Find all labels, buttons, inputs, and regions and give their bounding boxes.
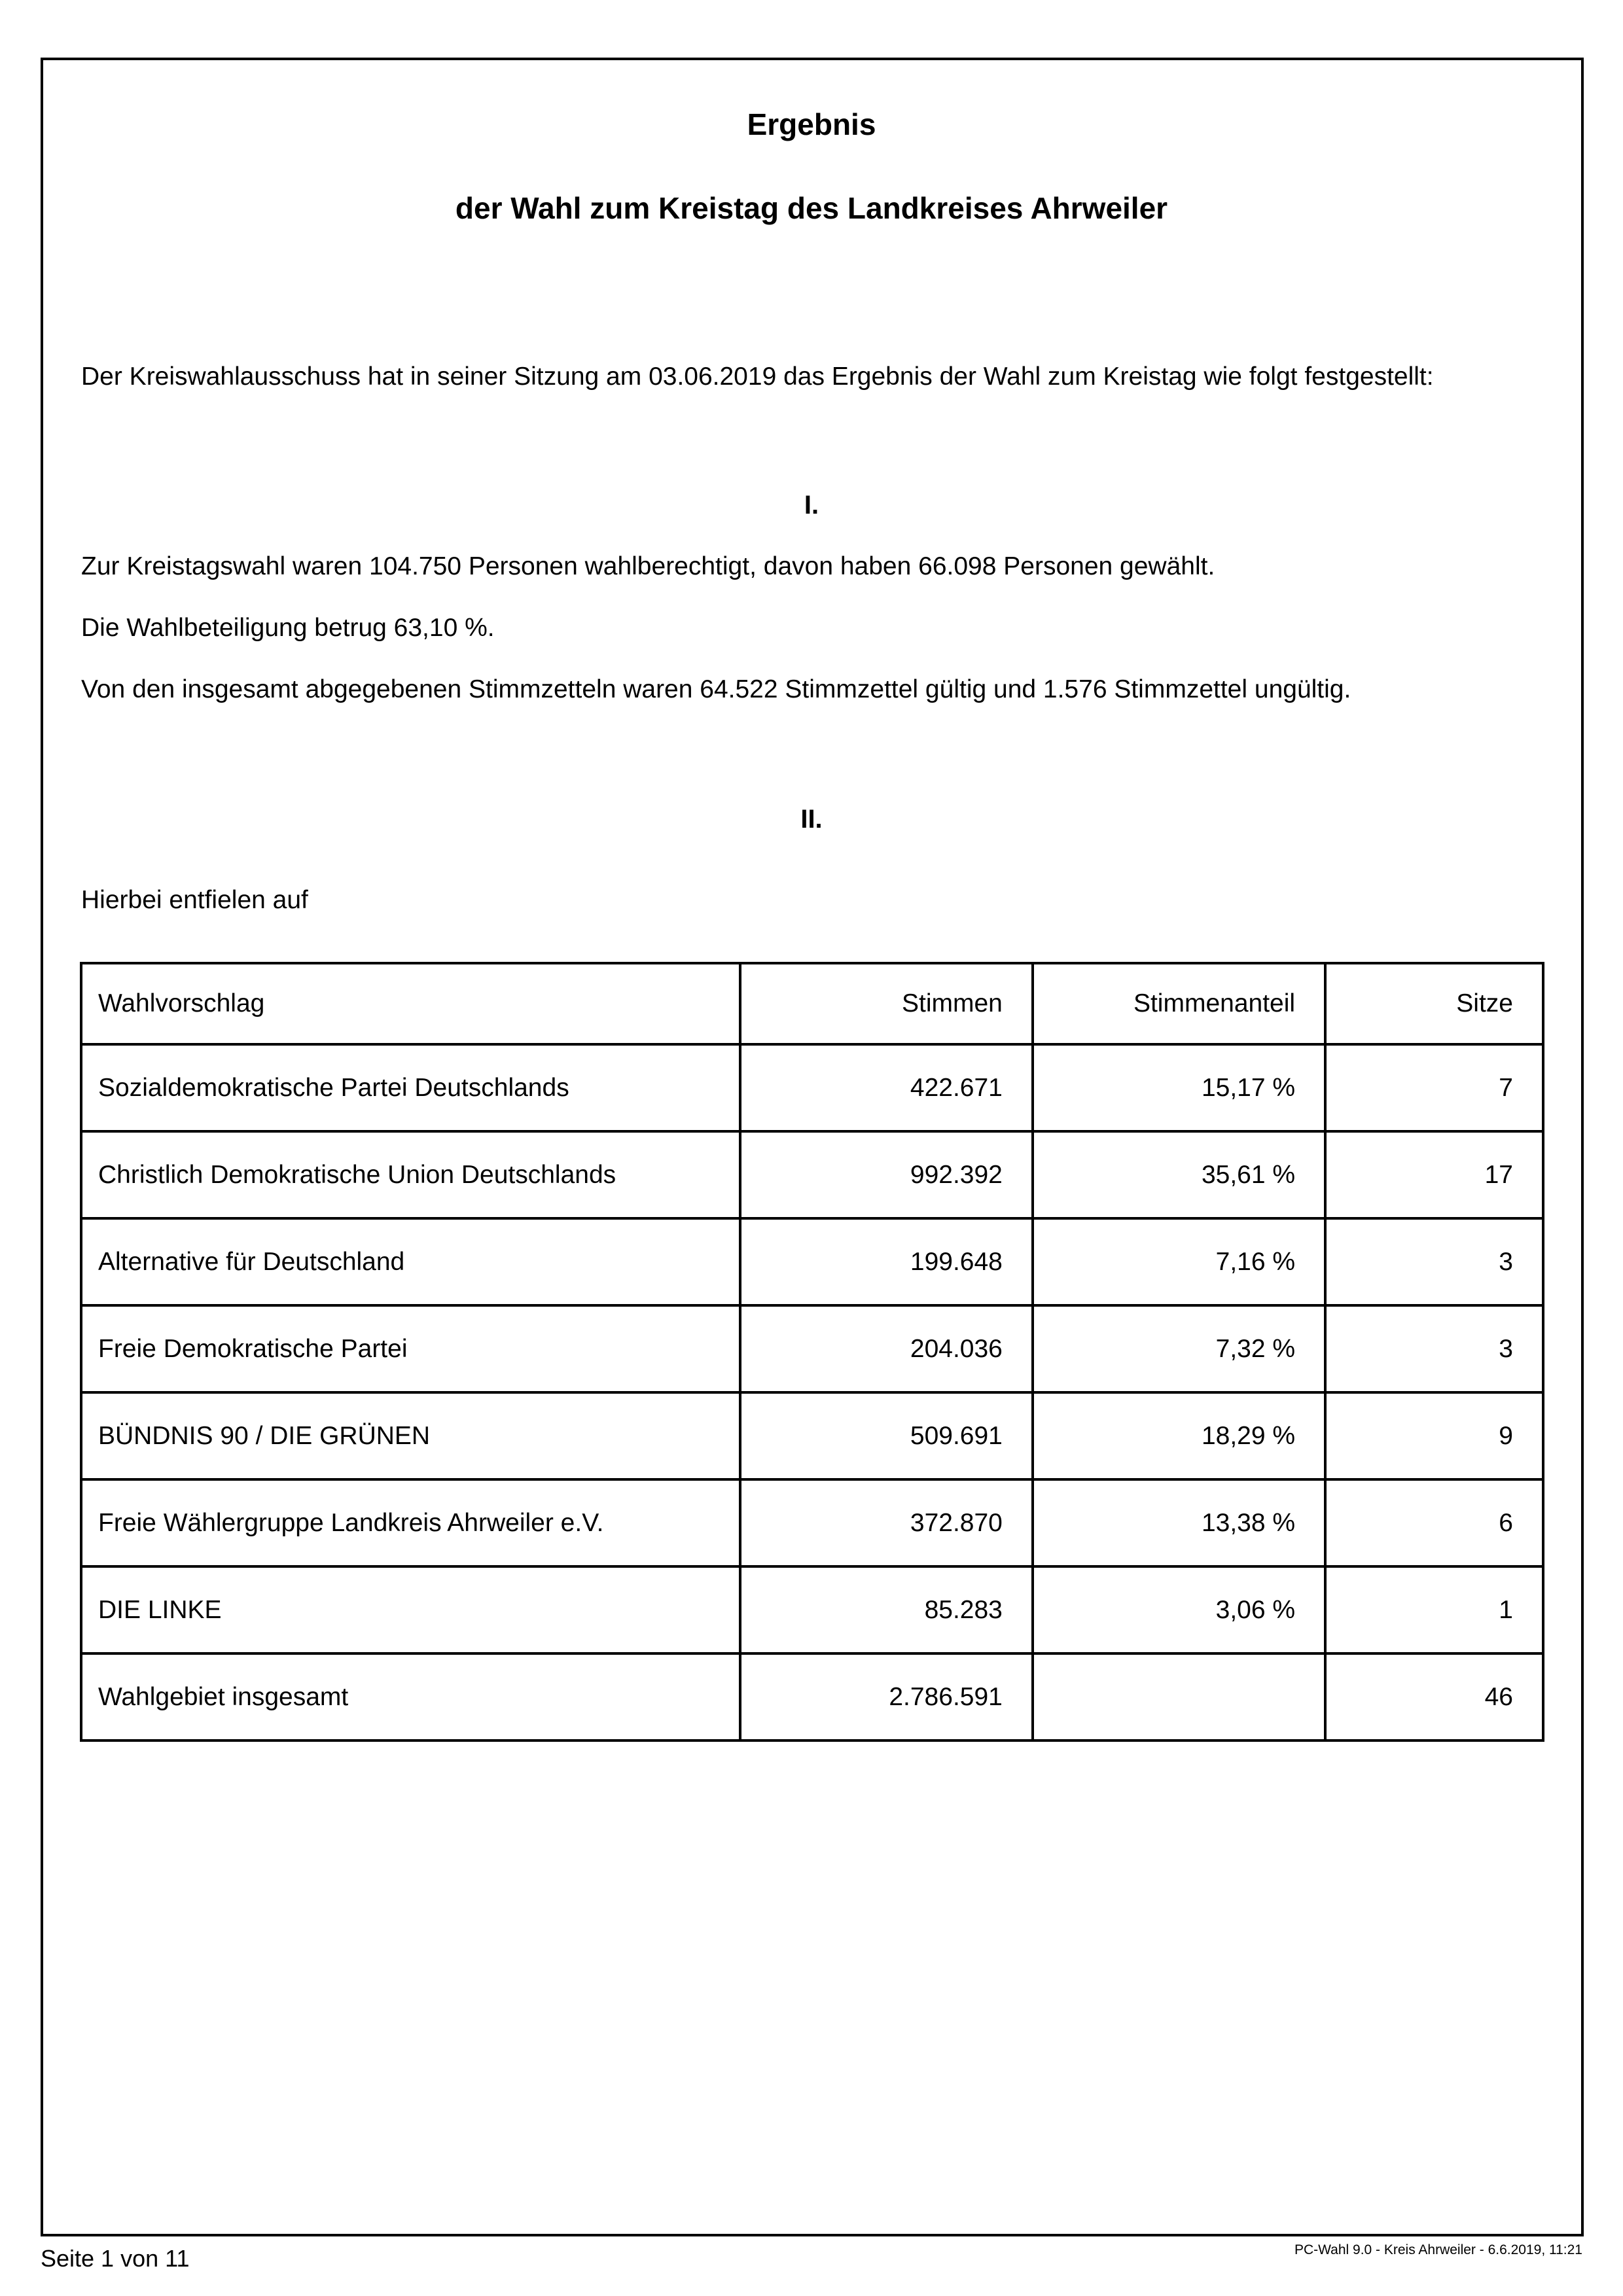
seats-cell: 46 <box>1325 1653 1543 1740</box>
document-title: Ergebnis <box>747 107 876 141</box>
votes-cell: 2.786.591 <box>740 1653 1033 1740</box>
table-row <box>81 1392 1543 1479</box>
header-seats: Sitze <box>1325 963 1543 1044</box>
seats-cell: 17 <box>1325 1131 1543 1218</box>
seats-cell: 9 <box>1325 1392 1543 1479</box>
votes-cell: 992.392 <box>740 1131 1033 1218</box>
seats-cell: 1 <box>1325 1566 1543 1653</box>
party-cell: Alternative für Deutschland <box>81 1218 740 1305</box>
turnout-text: Die Wahlbeteiligung betrug 63,10 %. <box>81 614 495 642</box>
table-row <box>81 1131 1543 1218</box>
table-header-row <box>81 963 1543 1044</box>
votes-cell: 199.648 <box>740 1218 1033 1305</box>
header-party: Wahlvorschlag <box>81 963 740 1044</box>
seats-cell: 7 <box>1325 1044 1543 1131</box>
table-row <box>81 1044 1543 1131</box>
ballots-text: Von den insgesamt abgegebenen Stimmzetteln waren 64.522 Stimmzettel gültig und 1.576 Stimmzettel ungültig. <box>81 675 1351 703</box>
section-2-heading: II. <box>800 805 823 834</box>
votes-cell: 85.283 <box>740 1566 1033 1653</box>
share-cell: 15,17 % <box>1033 1044 1325 1131</box>
table-row <box>81 1218 1543 1305</box>
party-cell: Christlich Demokratische Union Deutschlands <box>81 1131 740 1218</box>
table-total-row <box>81 1653 1543 1740</box>
votes-cell: 509.691 <box>740 1392 1033 1479</box>
header-share: Stimmenanteil <box>1033 963 1325 1044</box>
share-cell: 13,38 % <box>1033 1479 1325 1566</box>
intro-text: Der Kreiswahlausschuss hat in seiner Sitzung am 03.06.2019 das Ergebnis der Wahl zum Kreistag wie folgt festgestellt: <box>81 362 1434 391</box>
share-cell: 3,06 % <box>1033 1566 1325 1653</box>
party-cell: Wahlgebiet insgesamt <box>81 1653 740 1740</box>
header-votes: Stimmen <box>740 963 1033 1044</box>
section-2-intro: Hierbei entfielen auf <box>81 886 308 914</box>
software-footer: PC-Wahl 9.0 - Kreis Ahrweiler - 6.6.2019, 11:21 <box>1294 2242 1582 2257</box>
party-cell: BÜNDNIS 90 / DIE GRÜNEN <box>81 1392 740 1479</box>
results-table <box>80 962 1544 1742</box>
votes-cell: 204.036 <box>740 1305 1033 1392</box>
seats-cell: 3 <box>1325 1218 1543 1305</box>
share-cell: 18,29 % <box>1033 1392 1325 1479</box>
votes-cell: 422.671 <box>740 1044 1033 1131</box>
seats-cell: 6 <box>1325 1479 1543 1566</box>
share-cell <box>1033 1653 1325 1740</box>
eligible-voters-text: Zur Kreistagswahl waren 104.750 Personen wahlberechtigt, davon haben 66.098 Personen gewählt. <box>81 552 1215 580</box>
share-cell: 35,61 % <box>1033 1131 1325 1218</box>
party-cell: Freie Wählergruppe Landkreis Ahrweiler e.V. <box>81 1479 740 1566</box>
seats-cell: 3 <box>1325 1305 1543 1392</box>
party-cell: Sozialdemokratische Partei Deutschlands <box>81 1044 740 1131</box>
share-cell: 7,32 % <box>1033 1305 1325 1392</box>
page-number: Seite 1 von 11 <box>41 2245 190 2272</box>
table-row <box>81 1305 1543 1392</box>
party-cell: DIE LINKE <box>81 1566 740 1653</box>
share-cell: 7,16 % <box>1033 1218 1325 1305</box>
table-row <box>81 1566 1543 1653</box>
document-subtitle: der Wahl zum Kreistag des Landkreises Ahrweiler <box>455 191 1168 225</box>
section-1-heading: I. <box>804 491 819 520</box>
votes-cell: 372.870 <box>740 1479 1033 1566</box>
party-cell: Freie Demokratische Partei <box>81 1305 740 1392</box>
table-row <box>81 1479 1543 1566</box>
